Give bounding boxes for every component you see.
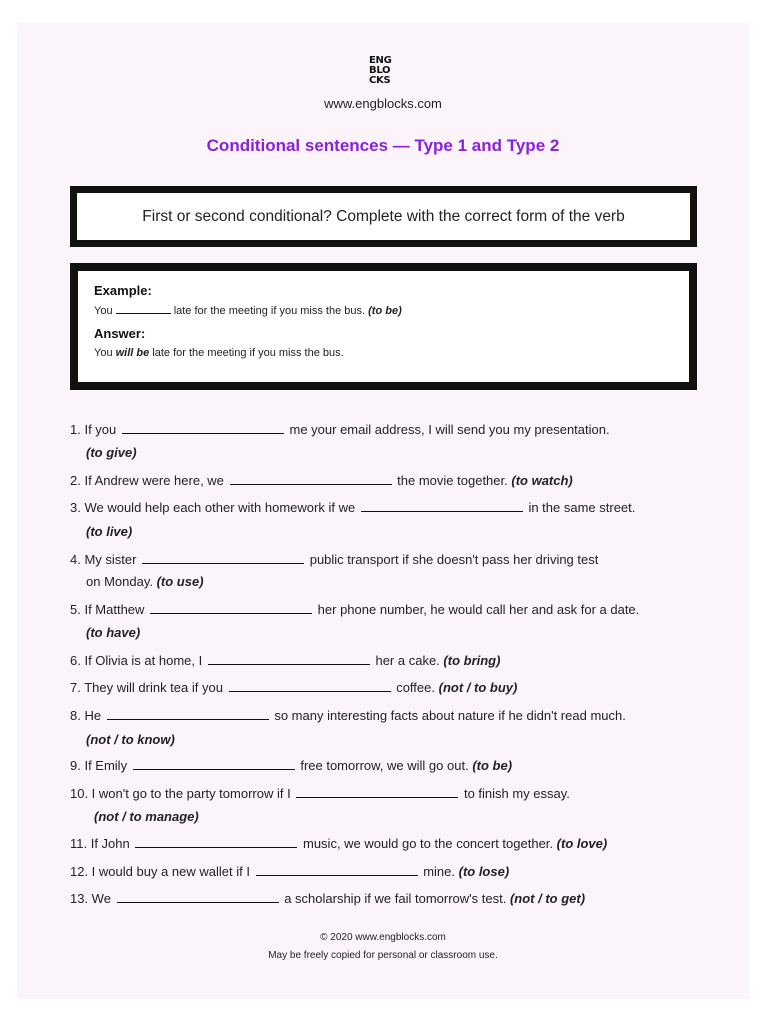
answer-blank[interactable]	[142, 552, 304, 564]
hint-1: (to give)	[86, 445, 137, 460]
answer-blank[interactable]	[133, 758, 295, 770]
answer-blank[interactable]	[135, 836, 297, 848]
question-6: 6. If Olivia is at home, I her a cake. (to bring)	[70, 653, 501, 668]
instruction-box	[70, 186, 697, 247]
hint-8: (not / to know)	[86, 732, 175, 747]
question-4-continuation: on Monday. (to use)	[86, 574, 204, 589]
hint-4: (to use)	[156, 574, 204, 589]
example-sentence: You late for the meeting if you miss the bus. (to be)	[94, 305, 402, 317]
footer-license: May be freely copied for personal or classroom use.	[268, 950, 498, 961]
hint-3: (to live)	[86, 524, 133, 539]
instruction-text: First or second conditional? Complete with the correct form of the verb	[142, 207, 625, 225]
hint-10: (not / to manage)	[94, 809, 199, 824]
page-title: Conditional sentences — Type 1 and Type 2	[206, 136, 560, 155]
question-12: 12. I would buy a new wallet if I mine. (to lose)	[70, 864, 510, 879]
example-label: Example:	[94, 283, 152, 298]
hint-5: (to have)	[86, 625, 141, 640]
question-3: 3. We would help each other with homework if we in the same street.	[70, 500, 636, 515]
example-hint: (to be)	[368, 305, 402, 317]
answer-blank[interactable]	[361, 500, 523, 512]
question-2: 2. If Andrew were here, we the movie together. (to watch)	[70, 473, 573, 488]
question-13: 13. We a scholarship if we fail tomorrow's test. (not / to get)	[70, 891, 586, 906]
answer-blank[interactable]	[229, 680, 391, 692]
question-9: 9. If Emily free tomorrow, we will go out. (to be)	[70, 758, 513, 773]
answer-blank[interactable]	[296, 786, 458, 798]
answer-blank[interactable]	[230, 473, 392, 485]
site-url: www.engblocks.com	[324, 96, 442, 111]
hint-11: (to love)	[556, 836, 608, 851]
answer-blank[interactable]	[107, 708, 269, 720]
example-blank	[116, 304, 171, 314]
footer-copyright: © 2020 www.engblocks.com	[320, 932, 446, 943]
answer-blank[interactable]	[117, 891, 279, 903]
question-7: 7. They will drink tea if you coffee. (not / to buy)	[70, 680, 518, 695]
answer-label: Answer:	[94, 326, 146, 341]
answer-blank[interactable]	[208, 653, 370, 665]
hint-6: (to bring)	[443, 653, 501, 668]
hint-7: (not / to buy)	[438, 680, 518, 695]
question-10: 10. I won't go to the party tomorrow if I to finish my essay.	[70, 786, 570, 801]
question-11: 11. If John music, we would go to the concert together. (to love)	[70, 836, 608, 851]
question-5: 5. If Matthew her phone number, he would call her and ask for a date.	[70, 602, 640, 617]
answer-blank[interactable]	[150, 602, 312, 614]
hint-12: (to lose)	[458, 864, 510, 879]
question-1: 1. If you me your email address, I will send you my presentation.	[70, 422, 610, 437]
question-8: 8. He so many interesting facts about nature if he didn't read much.	[70, 708, 626, 723]
worksheet-page	[17, 23, 749, 999]
answer-sentence: You will be late for the meeting if you miss the bus.	[94, 347, 344, 359]
hint-9: (to be)	[472, 758, 513, 773]
question-4: 4. My sister public transport if she doesn't pass her driving test	[70, 552, 599, 567]
answer-blank[interactable]	[122, 422, 284, 434]
hint-2: (to watch)	[511, 473, 573, 488]
hint-13: (not / to get)	[509, 891, 586, 906]
answer-blank[interactable]	[256, 864, 418, 876]
answer-fill: will be	[115, 347, 150, 359]
engblocks-logo: ENG BLO CKS	[369, 55, 392, 86]
example-box	[70, 263, 697, 390]
